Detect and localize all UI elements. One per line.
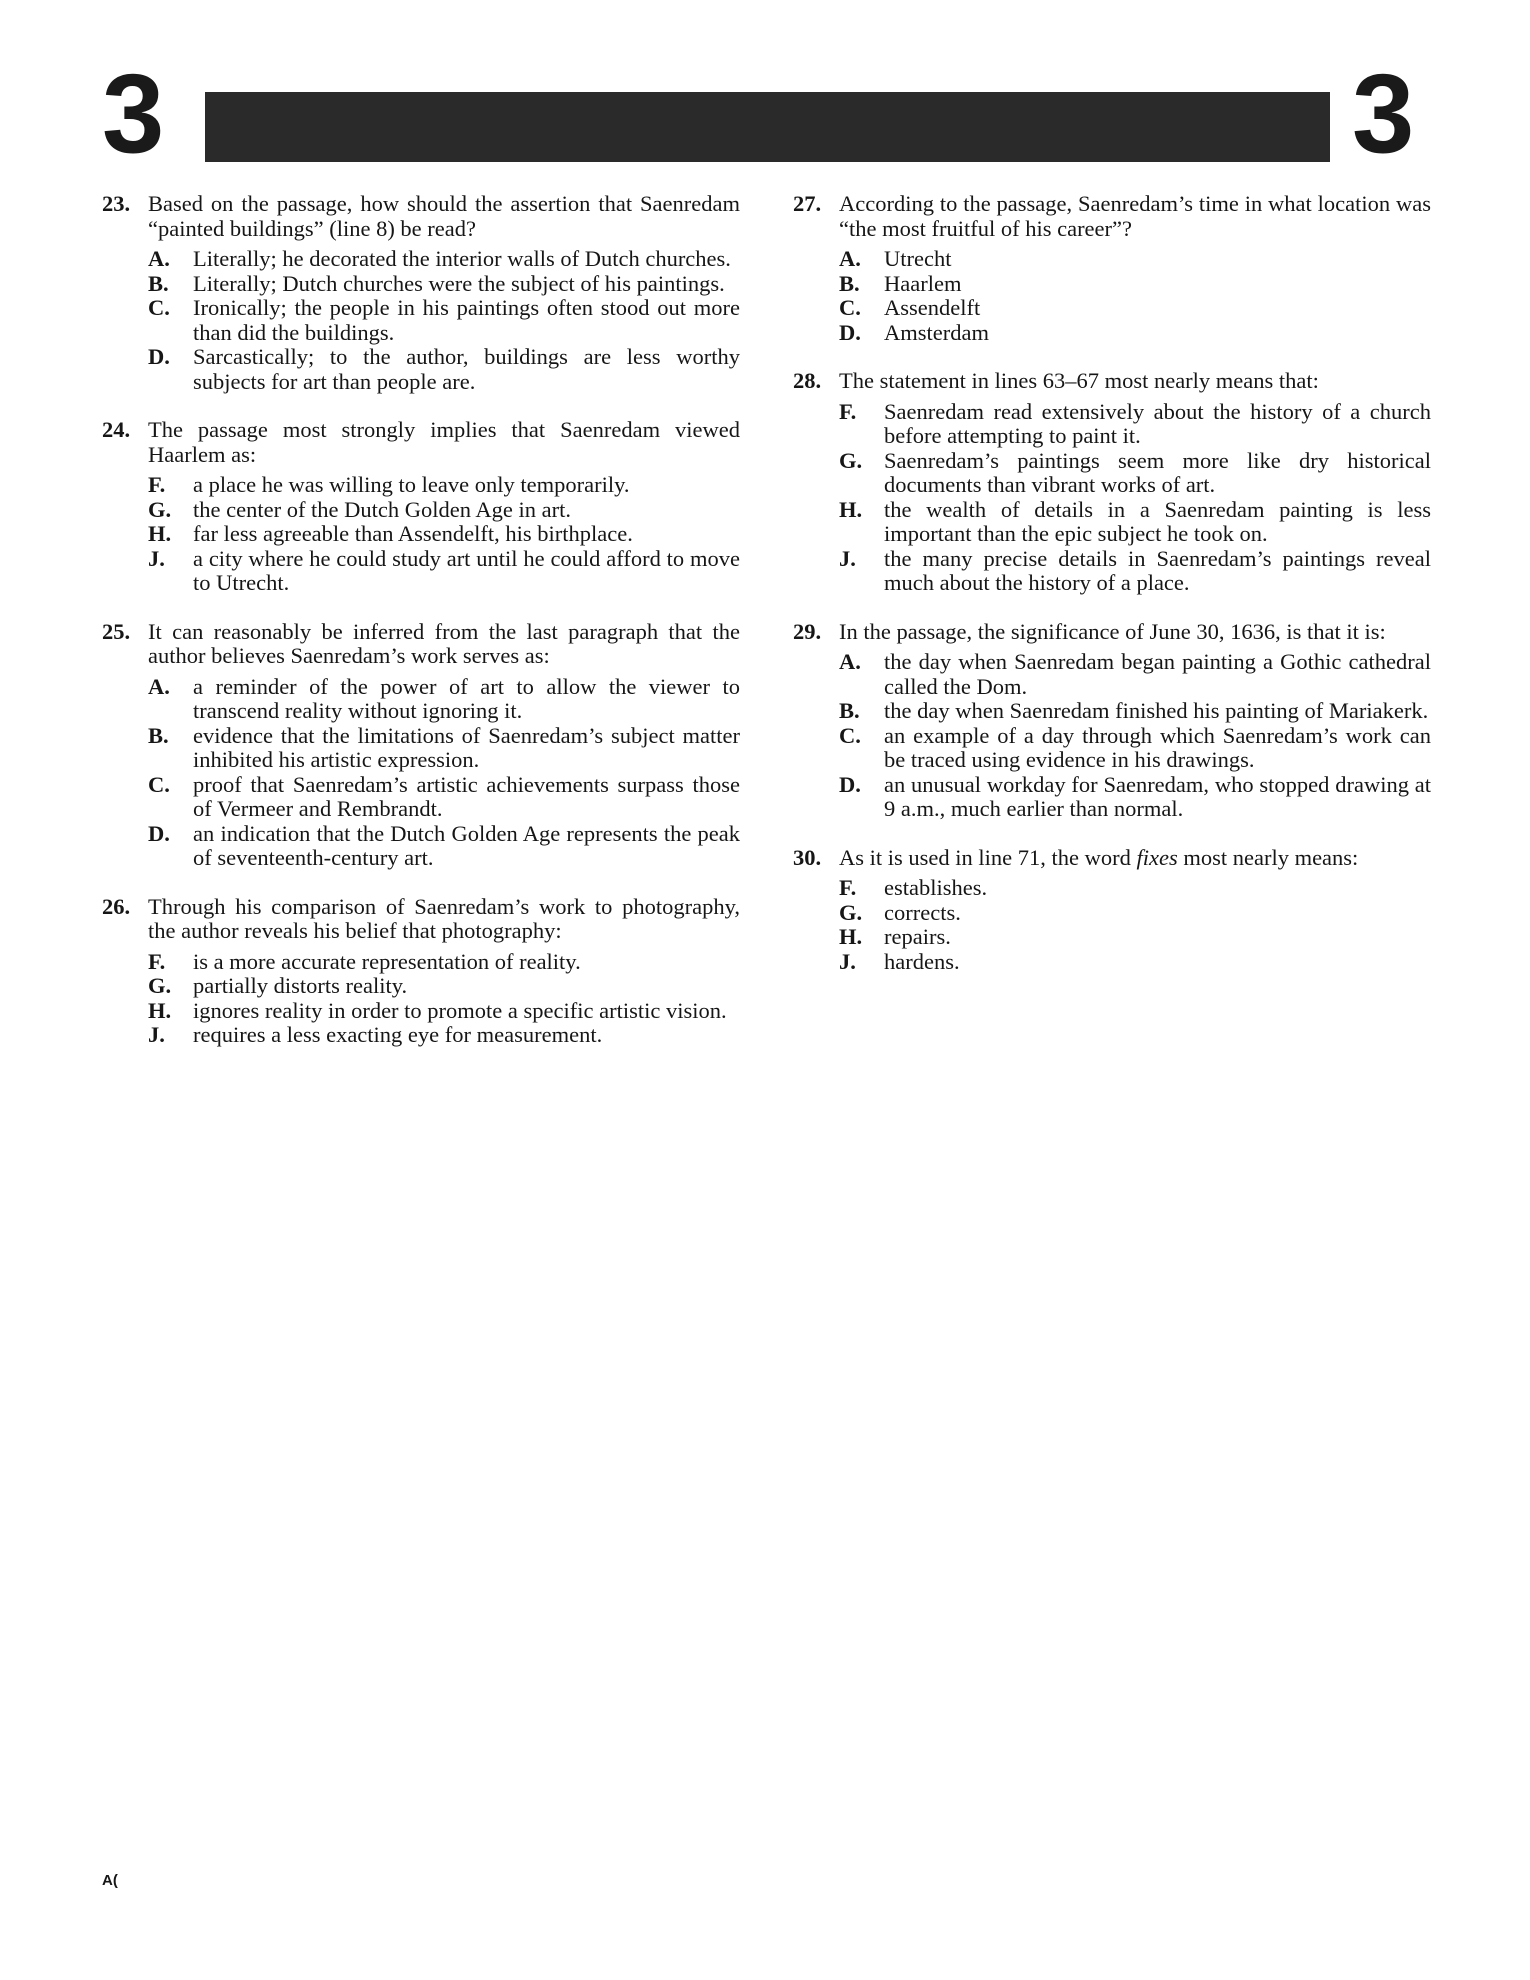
option-letter: A.: [839, 649, 861, 674]
question-header: [102, 895, 740, 944]
answer-option: [148, 498, 740, 523]
option-letter: B.: [148, 270, 169, 296]
answer-options: [148, 950, 740, 1048]
option-letter: J.: [839, 545, 856, 571]
question-number: 26.: [102, 893, 131, 919]
option-text: corrects.: [884, 899, 961, 925]
answer-option: [148, 724, 740, 773]
answer-options: [839, 247, 1431, 345]
answer-option: [839, 876, 1431, 901]
option-text: requires a less exacting eye for measurement.: [193, 1022, 603, 1047]
question-number: 24.: [102, 417, 131, 442]
answer-option: [148, 473, 740, 498]
option-text: Assendelft: [884, 295, 981, 320]
option-text: establishes.: [884, 875, 988, 900]
answer-options: [148, 247, 740, 394]
right-question-column: [793, 192, 1431, 998]
option-letter: F.: [148, 948, 166, 974]
italic-word: fixes: [1136, 844, 1178, 870]
option-text: repairs.: [884, 924, 951, 949]
question-header: [793, 192, 1431, 241]
option-letter: B.: [839, 698, 860, 723]
option-text: an indication that the Dutch Golden Age represents the peak of seventeenth-century art.: [193, 820, 740, 870]
option-text: Amsterdam: [884, 319, 989, 345]
question-item: [102, 895, 740, 1048]
question-header: [793, 846, 1431, 871]
option-letter: B.: [839, 270, 860, 296]
answer-option: [148, 272, 740, 297]
option-letter: F.: [839, 875, 857, 900]
section-header-bar: [205, 92, 1330, 162]
option-letter: G.: [148, 496, 172, 522]
answer-option: [148, 547, 740, 596]
option-letter: J.: [148, 545, 165, 571]
answer-option: [148, 822, 740, 871]
answer-option: [839, 296, 1431, 321]
question-item: [102, 192, 740, 394]
question-stem: According to the passage, Saenredam’s time in what location was “the most fruitful of his career”?: [839, 191, 1431, 241]
answer-option: [839, 247, 1431, 272]
answer-options: [839, 876, 1431, 974]
option-text: the center of the Dutch Golden Age in art.: [193, 496, 571, 522]
question-item: [793, 369, 1431, 596]
question-header: [102, 192, 740, 241]
option-text: Literally; Dutch churches were the subject of his paintings.: [193, 270, 725, 296]
answer-option: [148, 296, 740, 345]
footer-mark: A(: [102, 1872, 118, 1889]
option-letter: F.: [839, 398, 857, 424]
question-header: [102, 418, 740, 467]
option-letter: D.: [148, 344, 170, 369]
option-letter: G.: [148, 973, 172, 998]
option-text: the day when Saenredam began painting a Gothic cathedral called the Dom.: [884, 649, 1431, 699]
question-stem: The statement in lines 63–67 most nearly means that:: [839, 368, 1319, 393]
answer-option: [839, 400, 1431, 449]
question-item: [102, 620, 740, 871]
answer-option: [839, 724, 1431, 773]
section-number-left: 3: [102, 51, 165, 176]
option-text: proof that Saenredam’s artistic achievements surpass those of Vermeer and Rembrandt.: [193, 771, 740, 821]
question-number: 23.: [102, 191, 131, 216]
answer-option: [839, 699, 1431, 724]
option-text: Saenredam’s paintings seem more like dry historical documents than vibrant works of art.: [884, 447, 1431, 497]
option-letter: G.: [839, 447, 863, 473]
answer-option: [148, 1023, 740, 1048]
option-letter: A.: [148, 246, 170, 271]
option-letter: D.: [839, 319, 861, 345]
option-letter: C.: [839, 722, 861, 748]
answer-option: [839, 449, 1431, 498]
answer-option: [148, 522, 740, 547]
answer-option: [839, 925, 1431, 950]
option-letter: J.: [148, 1022, 165, 1047]
section-number-right: 3: [1352, 51, 1415, 176]
question-stem: In the passage, the significance of June 30, 1636, is that it is:: [839, 618, 1386, 644]
answer-option: [839, 773, 1431, 822]
option-text: an example of a day through which Saenredam’s work can be traced using evidence in his drawings.: [884, 722, 1431, 772]
left-question-column: [102, 192, 740, 1072]
question-stem: Through his comparison of Saenredam’s work to photography, the author reveals his belief that photography:: [148, 893, 740, 943]
answer-option: [148, 247, 740, 272]
answer-option: [148, 974, 740, 999]
answer-options: [839, 650, 1431, 822]
question-item: [793, 192, 1431, 345]
option-letter: H.: [839, 496, 863, 522]
option-letter: C.: [839, 295, 861, 320]
question-stem: The passage most strongly implies that Saenredam viewed Haarlem as:: [148, 417, 740, 467]
answer-option: [148, 345, 740, 394]
question-stem: It can reasonably be inferred from the last paragraph that the author believes Saenredam’s work serves as:: [148, 618, 740, 668]
answer-option: [839, 498, 1431, 547]
option-text: the day when Saenredam finished his painting of Mariakerk.: [884, 698, 1429, 723]
answer-option: [839, 321, 1431, 346]
answer-options: [148, 675, 740, 871]
option-letter: G.: [839, 899, 863, 925]
answer-option: [839, 272, 1431, 297]
option-text: the many precise details in Saenredam’s paintings reveal much about the history of a place.: [884, 545, 1431, 595]
option-text: is a more accurate representation of reality.: [193, 948, 581, 974]
question-header: [102, 620, 740, 669]
answer-options: [148, 473, 740, 596]
question-header: [793, 620, 1431, 645]
option-letter: D.: [148, 820, 170, 846]
question-item: [793, 620, 1431, 822]
answer-option: [839, 650, 1431, 699]
question-item: [793, 846, 1431, 975]
option-text: Utrecht: [884, 246, 952, 271]
question-stem: Based on the passage, how should the assertion that Saenredam “painted buildings” (line 8) be read?: [148, 191, 740, 241]
answer-option: [148, 950, 740, 975]
answer-option: [839, 901, 1431, 926]
option-letter: C.: [148, 295, 170, 320]
answer-option: [839, 950, 1431, 975]
question-stem: As it is used in line 71, the word fixes most nearly means:: [839, 844, 1359, 870]
option-text: partially distorts reality.: [193, 973, 408, 998]
answer-option: [148, 675, 740, 724]
question-number: 25.: [102, 618, 131, 644]
option-text: Ironically; the people in his paintings often stood out more than did the buildings.: [193, 295, 740, 345]
option-text: Sarcastically; to the author, buildings are less worthy subjects for art than people are.: [193, 344, 740, 394]
option-letter: H.: [148, 521, 172, 546]
option-letter: H.: [839, 924, 863, 949]
option-text: Haarlem: [884, 270, 962, 296]
question-number: 27.: [793, 191, 822, 216]
option-letter: H.: [148, 997, 172, 1023]
option-letter: D.: [839, 771, 861, 797]
option-text: hardens.: [884, 948, 960, 974]
question-header: [793, 369, 1431, 394]
option-text: Literally; he decorated the interior walls of Dutch churches.: [193, 246, 731, 271]
option-text: ignores reality in order to promote a specific artistic vision.: [193, 997, 727, 1023]
option-text: evidence that the limitations of Saenredam’s subject matter inhibited his artistic expression.: [193, 722, 740, 772]
question-number: 28.: [793, 368, 822, 393]
option-text: an unusual workday for Saenredam, who stopped drawing at 9 a.m., much earlier than normal.: [884, 771, 1431, 821]
option-letter: F.: [148, 472, 166, 497]
option-text: a city where he could study art until he could afford to move to Utrecht.: [193, 545, 740, 595]
option-text: the wealth of details in a Saenredam painting is less important than the epic subject he took on.: [884, 496, 1431, 546]
option-letter: C.: [148, 771, 170, 797]
question-number: 30.: [793, 844, 822, 870]
option-letter: B.: [148, 722, 169, 748]
option-text: a reminder of the power of art to allow the viewer to transcend reality without ignoring it.: [193, 673, 740, 723]
option-text: Saenredam read extensively about the history of a church before attempting to paint it.: [884, 398, 1431, 448]
option-letter: J.: [839, 948, 856, 974]
option-text: a place he was willing to leave only temporarily.: [193, 472, 630, 497]
question-item: [102, 418, 740, 596]
option-letter: A.: [148, 673, 170, 699]
answer-option: [839, 547, 1431, 596]
answer-option: [148, 999, 740, 1024]
answer-options: [839, 400, 1431, 596]
option-letter: A.: [839, 246, 861, 271]
option-text: far less agreeable than Assendelft, his birthplace.: [193, 521, 633, 546]
question-number: 29.: [793, 618, 822, 644]
answer-option: [148, 773, 740, 822]
